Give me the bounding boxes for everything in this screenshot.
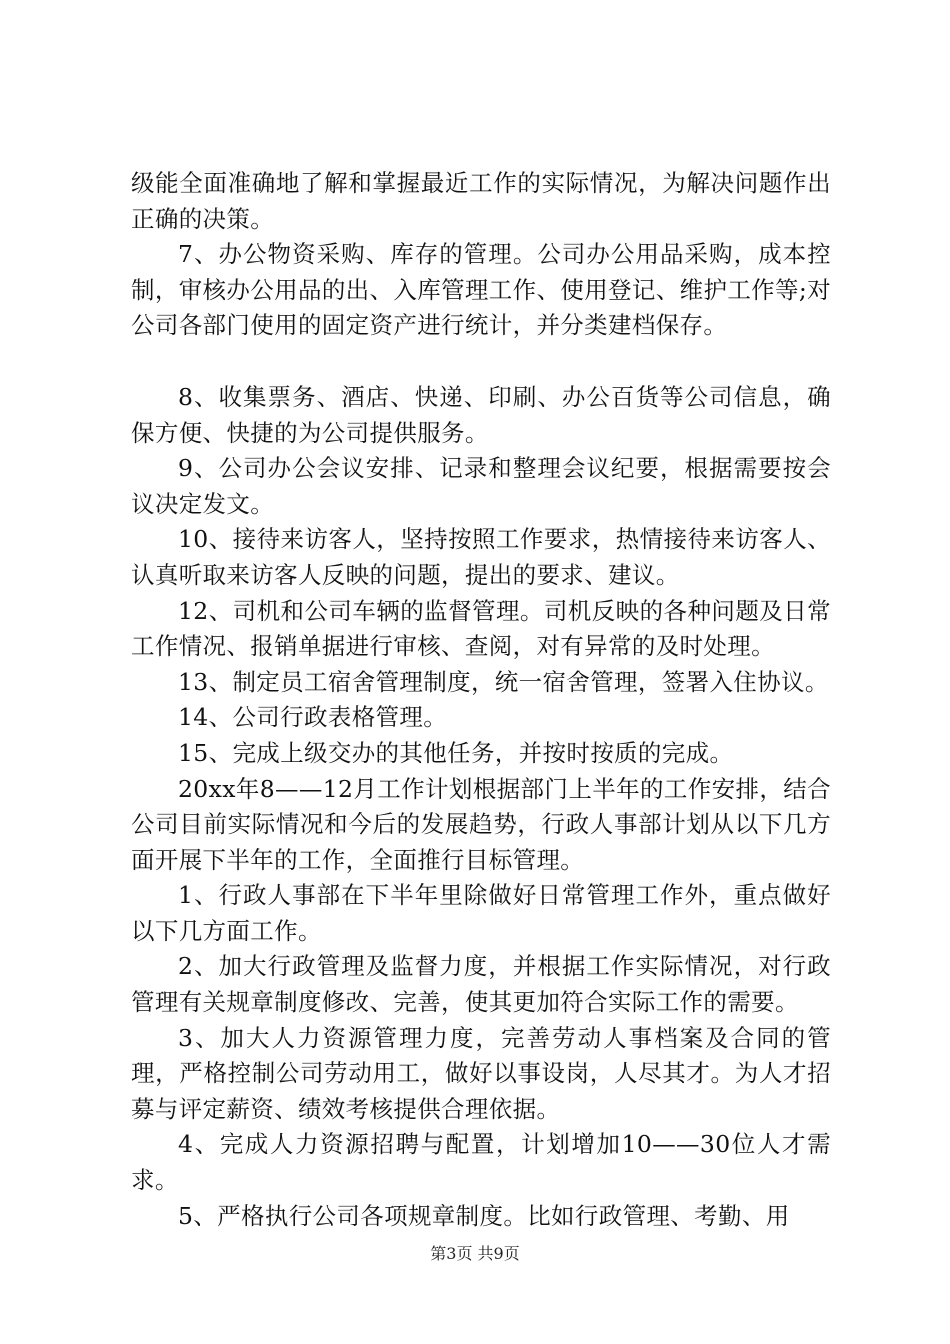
paragraph-plan-1: 1、行政人事部在下半年里除做好日常管理工作外，重点做好以下几方面工作。 — [131, 881, 831, 945]
paragraph-item-8: 8、收集票务、酒店、快递、印刷、办公百货等公司信息，确保方便、快捷的为公司提供服务。 — [131, 382, 831, 447]
paragraph-plan-2: 2、加大行政管理及监督力度，并根据工作实际情况，对行政管理有关规章制度修改、完善，使其更加符合实际工作的需要。 — [131, 952, 831, 1017]
paragraph-item-13: 13、制定员工宿舍管理制度，统一宿舍管理，签署入住协议。 — [178, 667, 829, 696]
paragraph-item-9: 9、公司办公会议安排、记录和整理会议纪要，根据需要按会议决定发文。 — [131, 454, 831, 518]
page-number-footer: 第3页 共9页 — [430, 1244, 520, 1263]
paragraph-plan-5: 5、严格执行公司各项规章制度。比如行政管理、考勤、用 — [178, 1201, 790, 1230]
paragraph-plan-4: 4、完成人力资源招聘与配置，计划增加10——30位人才需求。 — [131, 1130, 831, 1195]
paragraph-plan-3: 3、加大人力资源管理力度，完善劳动人事档案及合同的管理，严格控制公司劳动用工，做好以事设岗，人尽其才。为人才招募与评定薪资、绩效考核提供合理依据。 — [131, 1023, 831, 1123]
paragraph-plan-intro: 20xx年8——12月工作计划根据部门上半年的工作安排，结合公司目前实际情况和今后的发展趋势，行政人事部计划从以下几方面开展下半年的工作，全面推行目标管理。 — [131, 774, 831, 874]
paragraph-item-14: 14、公司行政表格管理。 — [178, 703, 448, 732]
paragraph-item-12: 12、司机和公司车辆的监督管理。司机反映的各种问题及日常工作情况、报销单据进行审核、查阅，对有异常的及时处理。 — [131, 596, 831, 661]
paragraph-item-10: 10、接待来访客人，坚持按照工作要求，热情接待来访客人、认真听取来访客人反映的问题，提出的要求、建议。 — [131, 525, 831, 589]
paragraph-item-7: 7、办公物资采购、库存的管理。公司办公用品采购，成本控制，审核办公用品的出、入库管理工作、使用登记、维护工作等;对公司各部门使用的固定资产进行统计，并分类建档保存。 — [131, 240, 831, 340]
document-body — [131, 166, 831, 1234]
paragraph-item-15: 15、完成上级交办的其他任务，并按时按质的完成。 — [178, 738, 734, 767]
paragraph-continuation: 级能全面准确地了解和掌握最近工作的实际情况，为解决问题作出正确的决策。 — [131, 169, 831, 233]
